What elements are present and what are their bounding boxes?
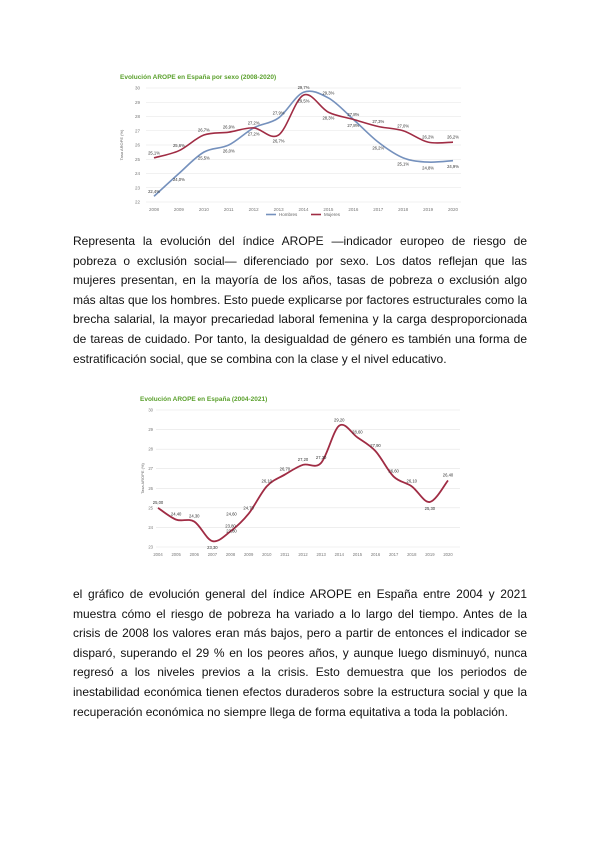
x-tick-label: 2020 (447, 207, 459, 212)
data-label: 27,2% (247, 120, 260, 126)
series-line-arope (158, 425, 448, 542)
x-tick-label: 2020 (443, 552, 453, 557)
series-line-hombres (154, 91, 453, 196)
chart-title: Evolución AROPE en España (2004-2021) (140, 396, 268, 403)
data-label: 26,9% (222, 124, 235, 130)
data-label: 23,80 (225, 523, 236, 529)
data-label: 26,70 (279, 466, 291, 472)
data-label: 22,4% (148, 188, 160, 194)
x-tick-label: 2007 (207, 552, 218, 557)
x-tick-label: 2010 (198, 207, 209, 212)
arope-by-sex-chart-svg (116, 70, 478, 220)
data-label: 25,6% (172, 143, 185, 149)
data-label: 29,3% (322, 90, 335, 96)
x-tick-label: 2011 (280, 552, 290, 557)
y-tick-label: 28 (148, 446, 153, 452)
x-tick-label: 2009 (173, 207, 184, 212)
y-tick-label: 27 (148, 466, 153, 472)
data-label: 27,2% (247, 131, 260, 137)
x-tick-label: 2018 (407, 552, 417, 557)
x-tick-label: 2018 (398, 207, 409, 212)
x-tick-label: 2019 (423, 207, 434, 212)
x-tick-label: 2015 (323, 207, 334, 212)
data-label: 29,20 (334, 417, 345, 423)
x-tick-label: 2009 (243, 552, 254, 557)
x-tick-label: 2014 (334, 552, 344, 557)
y-tick-label: 22 (134, 199, 140, 205)
data-label: 24,30 (189, 513, 200, 519)
arope-general-chart (140, 392, 470, 562)
x-tick-label: 2004 (153, 552, 163, 557)
x-tick-label: 2008 (148, 207, 160, 212)
data-label: 29,7% (297, 84, 310, 90)
x-tick-label: 2012 (298, 552, 308, 557)
arope-by-sex-chart (116, 70, 478, 220)
data-label: 27,30 (315, 454, 327, 460)
x-tick-label: 2005 (171, 552, 181, 557)
x-tick-label: 2016 (348, 207, 359, 212)
x-tick-label: 2010 (262, 552, 272, 557)
data-label: 26,7% (197, 127, 210, 133)
data-label: 26,0% (222, 148, 235, 154)
y-tick-label: 24 (134, 171, 140, 176)
legend-entry: Mujeres (324, 212, 341, 217)
y-tick-label: 28 (134, 114, 140, 119)
data-label: 24,40 (170, 511, 182, 517)
data-label: 29,5% (297, 98, 310, 104)
data-label: 26,2% (447, 134, 459, 140)
data-label: 25,1% (148, 150, 160, 156)
x-tick-label: 2013 (273, 207, 284, 212)
x-tick-label: 2015 (352, 552, 363, 557)
data-label: 26,2% (422, 134, 435, 140)
y-tick-label: 26 (148, 485, 153, 491)
data-label: 27,3% (372, 118, 385, 124)
data-label: 25,00 (152, 499, 164, 505)
x-tick-label: 2011 (223, 207, 234, 212)
y-tick-label: 23 (148, 544, 153, 550)
x-tick-label: 2012 (248, 207, 259, 212)
data-label: 28,3% (322, 115, 335, 121)
data-label: 23,30 (207, 545, 218, 551)
data-label: 27,0% (397, 123, 410, 129)
y-tick-label: 23 (134, 185, 140, 191)
x-tick-label: 2019 (425, 552, 435, 557)
data-label: 24,70 (243, 505, 254, 511)
y-tick-label: 24 (148, 524, 153, 530)
data-label: 24,0% (172, 177, 185, 182)
y-tick-label: 27 (134, 128, 140, 134)
data-label: 26,10 (261, 478, 272, 484)
y-tick-label: 26 (134, 142, 140, 148)
x-tick-label: 2014 (298, 207, 309, 212)
data-label: 24,9% (447, 164, 459, 170)
x-tick-label: 2017 (388, 552, 399, 557)
x-tick-label: 2008 (225, 552, 236, 557)
data-label: 25,30 (424, 505, 436, 511)
data-label: 26,10 (406, 478, 417, 484)
arope-general-chart-svg (140, 392, 470, 562)
y-axis-label: Tasa AROPE (%) (119, 129, 124, 161)
data-label: 27,8% (347, 111, 360, 117)
data-label: 27,90 (370, 443, 381, 449)
data-label: 26,60 (388, 468, 399, 474)
data-label: 26,40 (442, 472, 454, 478)
x-tick-label: 2006 (189, 552, 199, 557)
data-label-secondary: 24,60 (226, 511, 237, 517)
data-label: 25,5% (197, 155, 210, 161)
data-label: 24,8% (422, 165, 435, 171)
data-label: 28,60 (352, 429, 363, 435)
y-tick-label: 30 (134, 85, 140, 91)
data-label: 27,20 (297, 456, 309, 462)
y-tick-label: 25 (134, 156, 140, 162)
x-tick-label: 2013 (316, 552, 326, 557)
data-label: 27,8% (347, 122, 360, 128)
y-axis-label: Tasa AROPE (%) (140, 463, 145, 494)
paragraph-arope-by-sex: Representa la evolución del índice AROPE —indicador europeo de riesgo de pobreza o exclusión social— diferenciado por sexo. Los datos reflejan que las mujeres presentan, en la mayoría de los años, tasas de pobreza o exclusión algo más altas que los hombres. Esto puede explicarse por factores estructurales como la brecha salarial, la mayor precariedad laboral femenina y la carga desproporcionada de tareas de cuidado. Por tanto, la desigualdad de género es también una forma de estratificación social, que se combina con la clase y el nivel educativo. (73, 234, 527, 366)
legend-entry: Hombres (279, 212, 298, 217)
x-tick-label: 2016 (370, 552, 381, 557)
data-label: 27,9% (272, 110, 285, 116)
data-label: 25,1% (397, 161, 410, 167)
paragraph-arope-general: el gráfico de evolución general del índice AROPE en España entre 2004 y 2021 muestra cómo el riesgo de pobreza ha variado a lo largo del tiempo. Antes de la crisis de 2008 los valores eran más bajos, pero a partir de entonces el indicador se disparó, superando el 29 % en los peores años, y aunque luego disminuyó, nunca regresó a los niveles previos a la crisis. Esto demuestra que los periodos de inestabilidad económica tienen efectos duraderos sobre la estructura social y que la recuperación económica no siempre llega de forma equitativa a toda la población. (73, 587, 527, 719)
y-tick-label: 29 (148, 427, 153, 433)
y-tick-label: 30 (148, 407, 153, 413)
data-label-secondary: 23,80 (226, 528, 237, 534)
data-label: 26,2% (372, 145, 385, 151)
y-tick-label: 25 (148, 505, 153, 511)
data-label: 26,7% (272, 138, 285, 144)
x-tick-label: 2017 (373, 207, 384, 212)
chart-title: Evolución AROPE en España por sexo (2008-2020) (120, 74, 277, 81)
y-tick-label: 29 (134, 99, 140, 105)
